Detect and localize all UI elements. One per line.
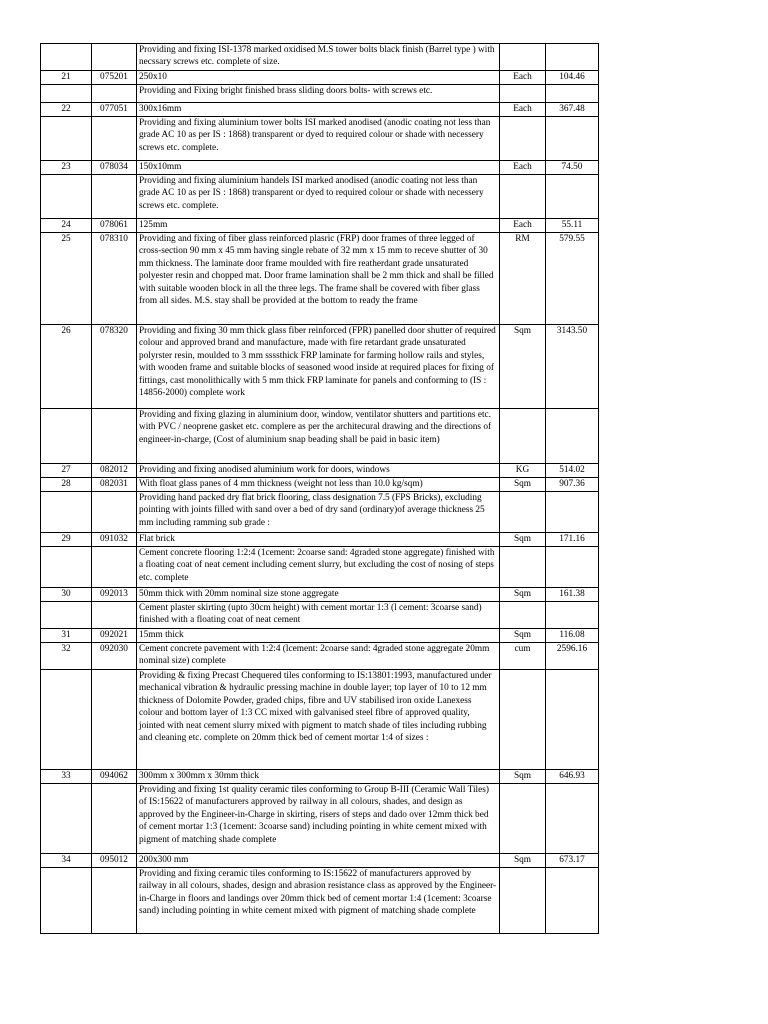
item-number-cell [41, 602, 92, 629]
unit-cell: Sqm [500, 854, 546, 868]
description-cell: Providing hand packed dry flat brick flooring, class designation 7.5 (FPS Bricks), excluding pointing with joints filled with sand over a bed of dry sand (ordinary)of average thickness 25 mm including ramming sub grade : [137, 492, 500, 533]
description-cell: Providing and fixing anodised aluminium work for doors, windows [137, 464, 500, 478]
rate-cell: 116.08 [546, 629, 599, 643]
rate-cell: 171.16 [546, 533, 599, 547]
unit-cell [500, 492, 546, 533]
item-number-cell: 22 [41, 103, 92, 117]
item-number-cell [41, 784, 92, 854]
item-number-cell: 30 [41, 588, 92, 602]
rate-cell [546, 409, 599, 464]
rate-cell [546, 175, 599, 219]
item-number-cell [41, 547, 92, 588]
description-cell: Flat brick [137, 533, 500, 547]
item-number-cell: 25 [41, 233, 92, 325]
description-cell: Providing and fixing aluminium handels ISI marked anodised (anodic coating not less than grade AC 10 as per IS : 1868) transparent or dyed to required colour or shade with necessery screws etc. complete. [137, 175, 500, 219]
item-code-cell [92, 784, 137, 854]
table-row [41, 219, 599, 233]
description-cell: Providing and fixing 1st quality ceramic tiles conforming to Group B-III (Ceramic Wall Tiles) of IS:15622 of manufacturers approved by railway in all colours, shades, and design as approved by the Engineer-in-Charge in skirting, risers of steps and dado over 12mm thick bed of cement mortar 1:3 (1cement: 3coarse sand) including pointing in white cement mixed with pigment of matching shade complete [137, 784, 500, 854]
table-row [41, 547, 599, 588]
description-cell: 150x10mm [137, 161, 500, 175]
rate-cell [546, 117, 599, 161]
item-number-cell: 28 [41, 478, 92, 492]
item-code-cell: 082012 [92, 464, 137, 478]
item-number-cell [41, 85, 92, 103]
table-row [41, 117, 599, 161]
table-row [41, 71, 599, 85]
item-number-cell [41, 117, 92, 161]
unit-cell: Sqm [500, 588, 546, 602]
rate-cell: 646.93 [546, 770, 599, 784]
unit-cell: Each [500, 103, 546, 117]
item-code-cell: 077051 [92, 103, 137, 117]
item-number-cell [41, 409, 92, 464]
item-code-cell: 078034 [92, 161, 137, 175]
item-code-cell: 095012 [92, 854, 137, 868]
rate-cell: 2596.16 [546, 643, 599, 670]
unit-cell: Sqm [500, 770, 546, 784]
table-row [41, 643, 599, 670]
rate-cell: 55.11 [546, 219, 599, 233]
description-cell: Providing and Fixing bright finished brass sliding doors bolts- with screws etc. [137, 85, 500, 103]
table-row [41, 175, 599, 219]
item-number-cell [41, 44, 92, 71]
item-code-cell [92, 492, 137, 533]
description-cell: Providing and fixing glazing in aluminium door, window, ventilator shutters and partitions etc. with PVC / neoprene gasket etc. complere as per the architecural drawing and the directions of engineer-in-charge, (Cost of aluminium snap beading shall be paid in basic item) [137, 409, 500, 464]
unit-cell [500, 44, 546, 71]
unit-cell [500, 175, 546, 219]
rate-cell [546, 868, 599, 934]
schedule-of-rates-table [40, 43, 599, 934]
description-cell: 200x300 mm [137, 854, 500, 868]
description-cell: 15mm thick [137, 629, 500, 643]
item-number-cell [41, 868, 92, 934]
item-code-cell: 082031 [92, 478, 137, 492]
unit-cell: Each [500, 71, 546, 85]
unit-cell [500, 117, 546, 161]
item-code-cell: 092021 [92, 629, 137, 643]
item-number-cell: 31 [41, 629, 92, 643]
item-code-cell: 092013 [92, 588, 137, 602]
unit-cell: cum [500, 643, 546, 670]
item-number-cell: 32 [41, 643, 92, 670]
item-number-cell: 26 [41, 325, 92, 409]
table-row [41, 464, 599, 478]
unit-cell [500, 868, 546, 934]
item-code-cell [92, 85, 137, 103]
item-code-cell: 078310 [92, 233, 137, 325]
table-row [41, 85, 599, 103]
unit-cell: Sqm [500, 629, 546, 643]
item-number-cell: 23 [41, 161, 92, 175]
table-row [41, 533, 599, 547]
unit-cell: Sqm [500, 325, 546, 409]
table-row [41, 103, 599, 117]
table-row [41, 478, 599, 492]
unit-cell: RM [500, 233, 546, 325]
item-code-cell [92, 547, 137, 588]
table-row [41, 784, 599, 854]
unit-cell: Sqm [500, 533, 546, 547]
description-cell: 300x16mm [137, 103, 500, 117]
item-code-cell [92, 117, 137, 161]
item-number-cell: 21 [41, 71, 92, 85]
rate-cell: 104.46 [546, 71, 599, 85]
rate-cell [546, 44, 599, 71]
rate-cell: 579.55 [546, 233, 599, 325]
rate-cell [546, 602, 599, 629]
table-row [41, 161, 599, 175]
description-cell: With float glass panes of 4 mm thickness (weight not less than 10.0 kg/sqm) [137, 478, 500, 492]
item-code-cell: 075201 [92, 71, 137, 85]
item-code-cell: 078061 [92, 219, 137, 233]
description-cell: Providing and fixing 30 mm thick glass fiber reinforced (FPR) panelled door shutter of required colour and approved brand and manufacture, made with fire retardant grade unsaturated polyrster resin, moulded to 3 mm ssssthick FRP laminate for farming hollow rails and styles, with wooden frame and suitable blocks of seasoned wood inside at required places for fixing of fittings, cast monolithically with 5 mm thick FRP laminate for panels and conforming to (IS : 14856-2000) complete work [137, 325, 500, 409]
item-number-cell: 33 [41, 770, 92, 784]
table-row [41, 670, 599, 770]
item-code-cell: 092030 [92, 643, 137, 670]
rate-cell: 907.36 [546, 478, 599, 492]
unit-cell [500, 409, 546, 464]
rate-cell: 514.02 [546, 464, 599, 478]
description-cell: Cement plaster skirting (upto 30cm height) with cement mortar 1:3 (l cement: 3coarse sand) finished with a floating coat of neat cement [137, 602, 500, 629]
item-number-cell [41, 492, 92, 533]
item-code-cell: 094062 [92, 770, 137, 784]
rate-cell [546, 85, 599, 103]
rate-cell: 161.38 [546, 588, 599, 602]
description-cell: 50mm thick with 20mm nominal size stone aggregate [137, 588, 500, 602]
item-code-cell [92, 670, 137, 770]
unit-cell [500, 547, 546, 588]
table-row [41, 233, 599, 325]
rate-cell: 74.50 [546, 161, 599, 175]
table-row [41, 44, 599, 71]
table-row [41, 868, 599, 934]
table-row [41, 588, 599, 602]
item-code-cell [92, 409, 137, 464]
rate-cell [546, 670, 599, 770]
table-row [41, 629, 599, 643]
unit-cell [500, 85, 546, 103]
table-row [41, 492, 599, 533]
table-row [41, 325, 599, 409]
item-number-cell: 27 [41, 464, 92, 478]
unit-cell: Sqm [500, 478, 546, 492]
rate-cell: 3143.50 [546, 325, 599, 409]
description-cell: Cement concrete flooring 1:2:4 (1cement: 2coarse sand: 4graded stone aggregate) finished with a floating coat of neat cement including cement slurry, but excluding the cost of nosing of steps etc. complete [137, 547, 500, 588]
rate-cell: 367.48 [546, 103, 599, 117]
description-cell: Providing & fixing Precast Chequered tiles conforming to IS:13801:1993, manufactured under mechanical vibration & hydraulic pressing machine in double layer; top layer of 10 to 12 mm thickness of Dolomite Powder, graded chips, fibre and UV stabilised iron oxide Lanexess colour and bottom layer of 1:3 CC mixed with galvanised steel fibre of approved quality, jointed with neat cement slurry mixed with pigment to match shade of tiles including rubbing and cleaning etc. complete on 20mm thick bed of cement mortar 1:4 of sizes : [137, 670, 500, 770]
item-code-cell [92, 602, 137, 629]
description-cell: Providing and fixing ceramic tiles conforming to IS:15622 of manufacturers approved by railway in all colours, shades, design and abrasion resistance class as approved by the Engineer-in-Charge in floors and landings over 20mm thick bed of cement mortar 1:4 (1cement: 3coarse sand) including pointing in white cement mixed with pigment of matching shade complete [137, 868, 500, 934]
item-number-cell [41, 175, 92, 219]
unit-cell [500, 784, 546, 854]
description-cell: Cement concrete pavement with 1:2:4 (lcement: 2coarse sand: 4graded stone aggregate 20mm nominal size) complete [137, 643, 500, 670]
item-number-cell: 29 [41, 533, 92, 547]
unit-cell: Each [500, 219, 546, 233]
item-number-cell [41, 670, 92, 770]
unit-cell [500, 602, 546, 629]
description-cell: Providing and fixing ISI-1378 marked oxidised M.S tower bolts black finish (Barrel type ) with necssary screws etc. complete of size. [137, 44, 500, 71]
table-row [41, 602, 599, 629]
item-code-cell: 091032 [92, 533, 137, 547]
rate-cell: 673.17 [546, 854, 599, 868]
description-cell: 300mm x 300mm x 30mm thick [137, 770, 500, 784]
item-code-cell: 078320 [92, 325, 137, 409]
unit-cell: Each [500, 161, 546, 175]
table-row [41, 770, 599, 784]
unit-cell: KG [500, 464, 546, 478]
table-row [41, 409, 599, 464]
description-cell: Providing and fixing of fiber glass reinforced plasric (FRP) door frames of three legged of cross-section 90 mm x 45 mm having single rebate of 32 mm x 15 mm to receve shutter of 30 mm thickness. The laminate door frame moulded with fire reatherdant grade unsaturated polyester resin and chopped mat. Door frame lamination shall be 2 mm thick and shall be filled with suitable wooden block in all the three legs. The frame shall be covered with fiber glass from all sides. M.S. stay shall be provided at the bottom to ready the frame [137, 233, 500, 325]
item-number-cell: 34 [41, 854, 92, 868]
rate-cell [546, 784, 599, 854]
item-number-cell: 24 [41, 219, 92, 233]
table-row [41, 854, 599, 868]
description-cell: 250x10 [137, 71, 500, 85]
rate-cell [546, 492, 599, 533]
unit-cell [500, 670, 546, 770]
description-cell: Providing and fixing aluminium tower bolts ISI marked anodised (anodic coating not less than grade AC 10 as per IS : 1868) transparent or dyed to required colour or shade with necessery screws etc. complete. [137, 117, 500, 161]
item-code-cell [92, 44, 137, 71]
item-code-cell [92, 868, 137, 934]
rate-cell [546, 547, 599, 588]
description-cell: 125mm [137, 219, 500, 233]
item-code-cell [92, 175, 137, 219]
table-body [41, 44, 599, 934]
